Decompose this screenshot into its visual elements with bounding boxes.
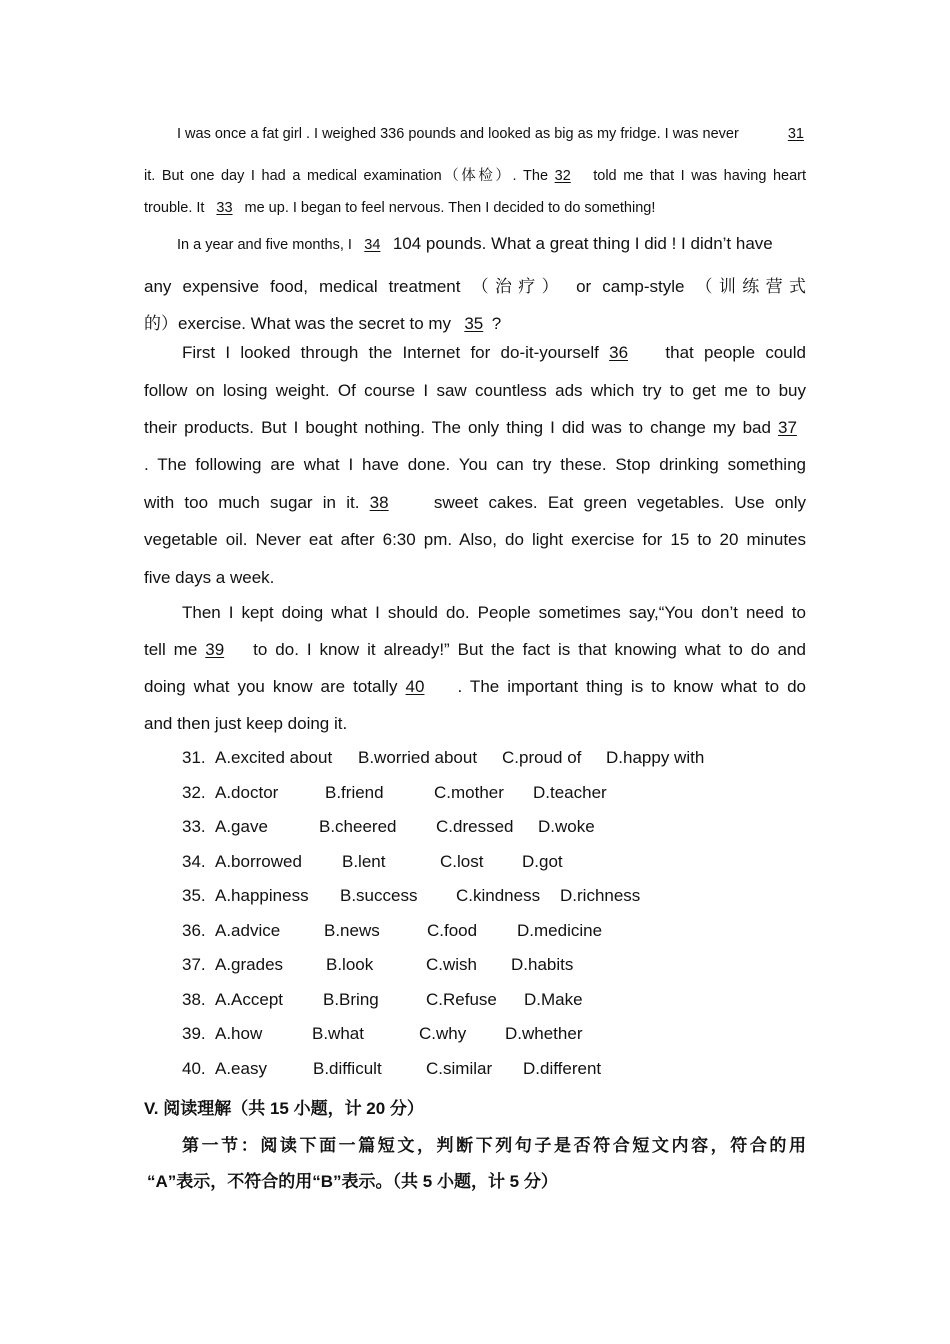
option-a: A.easy — [215, 1059, 267, 1078]
option-c: C.dressed — [436, 817, 514, 836]
option-b: B.lent — [342, 852, 386, 871]
option-b: B.news — [324, 921, 380, 940]
option-c: C.lost — [440, 852, 484, 871]
option-c: C.why — [419, 1024, 467, 1043]
passage-text: me up. I began to feel nervous. Then I decided to do something! — [244, 200, 656, 216]
passage-text: trouble. It — [144, 200, 205, 216]
passage-line — [144, 418, 806, 438]
question-number: 38. — [182, 990, 206, 1009]
passage-line — [144, 677, 806, 697]
blank-37: 37 — [778, 418, 797, 437]
section-instruction: “A”表示，不符合的用“B”表示。（共 5 小题，计 5 分） — [147, 1172, 558, 1191]
question-number: 32. — [182, 783, 206, 802]
section-title: V. 阅读理解（共 15 小题，计 20 分） — [144, 1099, 424, 1118]
blank-33: 33 — [216, 200, 233, 216]
option-a: A.happiness — [215, 886, 309, 905]
passage-text: their products. But I bought nothing. The only thing I did was to change my bad — [144, 418, 771, 437]
question-number: 33. — [182, 817, 206, 836]
passage-line — [177, 126, 806, 142]
passage-line: follow on losing weight. Of course I saw countless ads which try to get me to buy — [144, 381, 806, 400]
passage-line: five days a week. — [144, 568, 275, 587]
option-c: C.Refuse — [426, 990, 497, 1009]
section-instruction: 第一节：阅读下面一篇短文，判断下列句子是否符合短文内容，符合的用 — [182, 1136, 806, 1155]
option-a: A.grades — [215, 955, 284, 974]
blank-32: 32 — [554, 168, 571, 184]
option-b: B.Bring — [323, 990, 379, 1009]
question-number: 40. — [182, 1059, 206, 1078]
option-a: A.borrowed — [215, 852, 302, 871]
passage-text: In a year and five months, I — [177, 237, 352, 253]
option-d: D.Make — [524, 990, 583, 1009]
option-d: D.teacher — [533, 783, 607, 802]
option-b: B.worried about — [358, 748, 478, 767]
question-number: 39. — [182, 1024, 206, 1043]
option-a: A.how — [215, 1024, 263, 1043]
option-c: C.wish — [426, 955, 478, 974]
passage-text: that people could — [665, 343, 806, 362]
passage-line — [144, 640, 806, 660]
option-b: B.what — [312, 1024, 364, 1043]
blank-34: 34 — [364, 237, 381, 253]
option-c: C.proud of — [502, 748, 582, 767]
option-b: B.cheered — [319, 817, 397, 836]
passage-text: . The important thing is to know what to do — [457, 677, 806, 696]
passage-text: I was once a fat girl . I weighed 336 pounds and looked as big as my fridge. I was never — [177, 126, 739, 142]
option-d: D.woke — [538, 817, 595, 836]
option-c: C.food — [427, 921, 478, 940]
passage-text: it. But one day I had a medical examination（体检）. The — [144, 168, 549, 184]
passage-text: ? — [491, 314, 502, 333]
passage-text: with too much sugar in it. — [144, 493, 360, 512]
option-b: B.friend — [325, 783, 384, 802]
passage-line — [144, 200, 806, 216]
question-number: 35. — [182, 886, 206, 905]
option-d: D.habits — [511, 955, 574, 974]
passage-line — [177, 234, 806, 254]
option-d: D.different — [523, 1059, 602, 1078]
option-d: D.got — [522, 852, 563, 871]
passage-text: sweet cakes. Eat green vegetables. Use only — [433, 493, 807, 512]
question-number: 36. — [182, 921, 206, 940]
option-d: D.richness — [560, 886, 641, 905]
option-c: C.mother — [434, 783, 504, 802]
option-a: A.doctor — [215, 783, 279, 802]
option-a: A.Accept — [215, 990, 284, 1009]
passage-line: Then I kept doing what I should do. People sometimes say,“You don’t need to — [182, 603, 806, 622]
passage-line — [144, 493, 806, 513]
passage-text: told me that I was having heart — [593, 168, 807, 184]
passage-text: tell me — [144, 640, 198, 659]
blank-39: 39 — [205, 640, 225, 659]
passage-text: First I looked through the Internet for do-it-yourself — [182, 343, 599, 362]
passage-line: . The following are what I have done. You can try these. Stop drinking something — [144, 455, 806, 474]
passage-line: any expensive food, medical treatment （治疗） or camp-style （训练营式 — [144, 277, 806, 296]
question-number: 31. — [182, 748, 206, 767]
option-a: A.excited about — [215, 748, 333, 767]
option-c: C.similar — [426, 1059, 493, 1078]
question-number: 37. — [182, 955, 206, 974]
passage-text: 的）exercise. What was the secret to my — [144, 314, 452, 333]
question-number: 34. — [182, 852, 206, 871]
option-a: A.gave — [215, 817, 268, 836]
blank-36: 36 — [609, 343, 629, 362]
passage-line — [182, 343, 806, 363]
option-a: A.advice — [215, 921, 281, 940]
option-b: B.success — [340, 886, 418, 905]
option-d: D.happy with — [606, 748, 705, 767]
passage-text: to do. I know it already!” But the fact is that knowing what to do and — [253, 640, 806, 659]
option-b: B.look — [326, 955, 374, 974]
passage-line: and then just keep doing it. — [144, 714, 348, 733]
passage-line — [144, 164, 806, 185]
option-b: B.difficult — [313, 1059, 382, 1078]
passage-line: vegetable oil. Never eat after 6:30 pm. Also, do light exercise for 15 to 20 minutes — [144, 530, 806, 549]
option-d: D.medicine — [517, 921, 603, 940]
blank-35: 35 — [464, 314, 484, 333]
blank-38: 38 — [369, 493, 389, 512]
option-d: D.whether — [505, 1024, 583, 1043]
passage-line — [144, 309, 806, 334]
blank-31: 31 — [787, 126, 804, 142]
passage-text: doing what you know are totally — [144, 677, 398, 696]
blank-40: 40 — [405, 677, 425, 696]
passage-text: 104 pounds. What a great thing I did ! I didn’t have — [392, 234, 773, 253]
option-c: C.kindness — [456, 886, 541, 905]
